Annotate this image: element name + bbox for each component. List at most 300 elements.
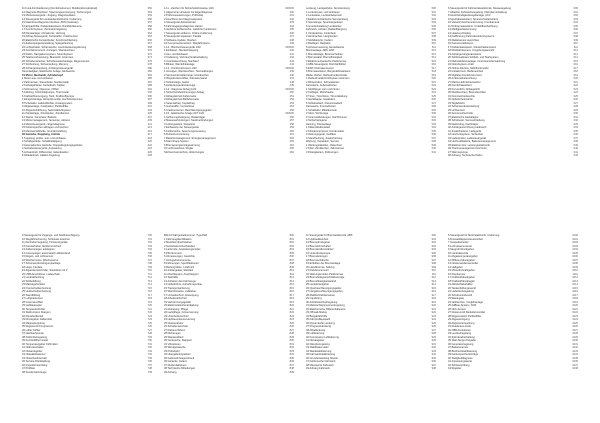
entry-page-number: 924	[431, 318, 436, 321]
entry-title: 21 Diebstahlwarnanlage, Innenraumüberwachung	[448, 59, 506, 63]
entry-title: 26 NOx-Sensor	[448, 307, 466, 311]
entry-title: 48 Messwerte Fahrwerk	[306, 363, 334, 367]
entry-page-number: 803	[289, 244, 294, 248]
entry-page-number: 728	[147, 332, 152, 335]
entry-page-number: 628	[573, 105, 578, 108]
entry-page-number: 527	[431, 101, 436, 105]
entry-page-number: 424	[147, 147, 152, 150]
entry-page-number: 380	[147, 66, 152, 70]
entry-page-number: 927	[431, 328, 436, 332]
entry-page-number: 938	[431, 367, 436, 370]
entry-page-number: 1030	[572, 339, 578, 342]
entry-title: 28 Anhängerkupplung, Anhängersteuergerät	[22, 66, 73, 70]
entry-title: 1.14 - Diagnose Airbag 1/20	[164, 87, 197, 91]
entry-title: 9 Bremsenergierückgewinnung	[164, 143, 200, 147]
entry-page-number: 730	[147, 339, 152, 342]
entry-title: 8 Geschwindigkeitsregelanlage, ACC	[448, 14, 491, 17]
entry-page-number: 617	[573, 66, 578, 70]
entry-title: Lenkung, Lenkgetriebe, Servolenkung	[306, 7, 350, 10]
entry-title: 26 Ambientebeleuchtung	[448, 77, 477, 80]
entry-title: 12 Differenzdruckgeber	[448, 258, 475, 262]
entry-title: 30 Antriebsschlupfregelung	[306, 300, 338, 304]
entry-title: 4 Radlager, Radnabe	[306, 42, 331, 45]
entry-page-number: 718	[147, 297, 152, 300]
entry-page-number: 705	[147, 251, 152, 255]
entry-page-number: 519	[431, 73, 436, 77]
entry-title: 1 Vorderachse, Federbein	[306, 31, 336, 35]
entry-title: 10 Komponentenschutz, Wegfahrsperre	[164, 42, 210, 45]
entry-page-number: 529	[431, 108, 436, 112]
entry-title: 14 Hallgeber	[448, 265, 463, 269]
entry-title: 45 Service-Rückstellung	[22, 360, 50, 363]
entry-title: 19 Verbrennungsgefahr	[164, 300, 192, 304]
entry-title: 32 Elektronische Differentialsperre	[306, 307, 346, 311]
entry-title: 12 Hydraulikeinheit	[306, 237, 329, 241]
entry-page-number: 456	[289, 115, 294, 119]
entry-title: 1 Bremsbeläge, Bremsscheiben	[306, 52, 343, 56]
entry-page-number: 609	[573, 38, 578, 42]
entry-page-number: 522	[431, 84, 436, 87]
entry-title: 14 Steuergerät für Lenksäulenelektronik, Codierung	[22, 17, 82, 21]
entry-title: 31 Stellmotoren Klappen	[22, 311, 51, 314]
entry-title: 1.12 - Bordnetzsteuergerät 1/20	[164, 45, 201, 49]
entry-page-number: 532	[431, 119, 436, 122]
entry-title: 21 Lenkradheizung	[22, 276, 45, 279]
entry-title: 22 Wartungsmodus Parkbremse	[306, 272, 344, 276]
entry-title: Fahrwerk, Achsen, Radaufhängung	[306, 28, 347, 31]
entry-title: 49 Anhang Fahrwerk	[306, 367, 330, 370]
entry-page-number: 633	[573, 122, 578, 126]
entry-title: 22 Notrufsystem eCall	[448, 63, 474, 66]
entry-page-number: 1031	[572, 342, 578, 346]
entry-title: 32 Windgeräusche	[164, 346, 186, 349]
entry-title: Karosserie, Innenarbeiten	[306, 105, 336, 108]
entry-title: 01 Motor, Mechanik, Zylinderkopf	[22, 73, 63, 77]
entry-page-number: 929	[431, 335, 436, 339]
entry-page-number: 455	[289, 108, 294, 112]
entry-page-number: 717	[147, 293, 152, 297]
entry-title: 19 Entlüften der Bremsanlage	[306, 262, 341, 265]
entry-page-number: 917	[431, 293, 436, 297]
entry-title: 14 Hebebühne, Aufnahmepunkte	[164, 283, 202, 286]
entry-page-number: 1037	[572, 363, 578, 367]
entry-title: 43 Register	[448, 367, 462, 370]
entry-title: 2 Masseverbindungen, Steckverbindungen	[164, 119, 214, 122]
entry-title: 1 Kältemittelkreislauf	[306, 126, 330, 129]
entry-title: 40 Stellglieddiagnose	[448, 356, 473, 360]
entry-page-number: 622	[573, 84, 578, 87]
entry-page-number: 366	[147, 38, 152, 42]
entry-page-number: 634	[573, 126, 578, 129]
entry-title: 13 Motorsteuergerät - Zugang, Diagnosedaten	[22, 14, 76, 17]
entry-page-number: 502	[431, 14, 436, 17]
entry-page-number: 708	[147, 262, 152, 265]
entry-page-number: 828	[289, 332, 294, 335]
entry-page-number: 607	[573, 31, 578, 35]
entry-page-number: 432	[289, 17, 294, 21]
entry-title: 42 Schlussprüfung	[448, 363, 470, 367]
entry-page-number: 376	[147, 59, 152, 63]
entry-page-number: 800	[289, 234, 294, 237]
entry-title: 27 Dosierventil Reduktionsmittel	[448, 311, 486, 314]
entry-title: 6 Drosselklappensteuereinheit	[448, 237, 483, 241]
entry-title: 2 Schaltgetriebe, Schaltbetätigung	[22, 140, 62, 143]
entry-title: 9 Software-Update, Flashen	[164, 38, 197, 42]
entry-title: 39 Fehlerspeichereinträge	[448, 353, 479, 356]
entry-title: 33 Probefahrt	[164, 349, 180, 353]
entry-title: 44 Hochvoltbatterie, Batteriemanagement	[448, 140, 496, 143]
entry-title: 6 Crashsensoren, Beschleunigungsgeber	[164, 108, 212, 112]
entry-title: 13 Anheben des Fahrzeugs	[164, 279, 196, 283]
entry-title: 19 Airbag-Steuergerät, Gurtstraffer, Crashsensor	[22, 35, 78, 38]
entry-page-number: 505	[431, 24, 436, 28]
entry-title: 32 Klimabedienteil	[22, 314, 44, 318]
entry-title: 5 Fehlersuche, Spannungsmessung	[164, 129, 206, 133]
entry-page-number: 000000	[285, 45, 294, 49]
entry-title: 22 Lackpflege, Konservierung	[164, 311, 199, 314]
entry-title: 34 Zylinderabschaltung	[448, 335, 475, 339]
index-entry	[22, 371, 152, 375]
entry-page-number: 902	[431, 241, 436, 244]
entry-page-number: 1022	[572, 311, 578, 314]
entry-page-number: 1008	[572, 262, 578, 265]
entry-page-number: 835	[289, 356, 294, 360]
entry-page-number: 1005	[572, 251, 578, 255]
entry-title: 3 Anschluss des Diagnosetesters	[164, 17, 203, 21]
entry-title: 47 Prüfliste	[22, 367, 35, 370]
entry-page-number: 368	[147, 45, 152, 49]
entry-page-number: 935	[431, 356, 436, 360]
index-entry	[164, 371, 294, 375]
entry-page-number: 510	[431, 42, 436, 45]
entry-title: 3 Innenverkleidungen, Dachhimmel	[306, 115, 347, 119]
entry-page-number: 802	[289, 241, 294, 244]
entry-page-number: 611	[573, 45, 578, 49]
entry-title: 48 Sonderwerkzeuge	[22, 370, 47, 374]
entry-page-number: 928	[431, 332, 436, 335]
entry-title: 12 Müdigkeitserkennung	[448, 28, 477, 31]
entry-title: 31 Readiness-Code	[448, 325, 471, 328]
entry-title: 15 Motordrehzahlgeber	[448, 269, 475, 272]
entry-title: 26 Scheibenwechsel	[164, 325, 188, 328]
entry-page-number: 436	[289, 31, 294, 35]
entry-page-number: 721	[147, 307, 152, 311]
entry-title: 12 Diagnose Bordnetz, Spannungsversorgung, Sicherungen	[22, 10, 92, 14]
entry-page-number: 364	[147, 35, 152, 38]
entry-page-number: 525	[431, 94, 436, 98]
entry-page-number: 912	[431, 276, 436, 279]
entry-page-number: 357	[147, 21, 152, 24]
entry-page-number: 733	[147, 349, 152, 353]
entry-title: 5 Blinker, Warnblinkanlage	[164, 63, 195, 66]
entry-page-number: 362	[147, 31, 152, 35]
entry-page-number: 937	[431, 363, 436, 367]
entry-page-number: 623	[573, 87, 578, 91]
entry-title: 18 Klimaanlage, Climatronic, Heizung	[22, 31, 66, 35]
entry-title: 5 Achsvermessung, Einstellwerte	[306, 45, 345, 49]
entry-page-number: 520	[431, 77, 436, 80]
entry-title: 21 Ladedruckregelung	[448, 290, 474, 293]
entry-title: 16 Messwerteblöcke, Grundeinstellung	[22, 129, 67, 133]
entry-title: 38 Allradlenkung	[306, 328, 326, 332]
entry-page-number: 000000	[285, 66, 294, 70]
entry-title: 2 Serviceintervallanzeige zurücksetzen	[164, 73, 209, 77]
entry-title: 1.11 - Zeichen für Sicherheitshinweise 1/20	[164, 7, 214, 10]
entry-title: 6 Bremsassistent, Berganfahrassistent	[306, 70, 351, 73]
entry-page-number: 523	[431, 87, 436, 91]
entry-title: 37 Batteriesensor	[448, 346, 469, 349]
entry-title: 17 Bremsleitungen	[306, 255, 328, 258]
entry-page-number: 382	[147, 70, 152, 73]
entry-page-number: 930	[431, 339, 436, 342]
entry-title: 26 Querbeschleunigungsgeber	[306, 286, 342, 290]
entry-page-number: 528	[431, 105, 436, 108]
entry-page-number: 403	[147, 108, 152, 112]
entry-page-number: 710	[147, 269, 152, 272]
entry-page-number: 535	[431, 129, 436, 133]
entry-page-number: 817	[289, 293, 294, 297]
index-entry	[448, 367, 578, 371]
entry-page-number: 734	[147, 353, 152, 356]
entry-page-number: 925	[431, 321, 436, 325]
entry-title: 4 Innenbeleuchtung, Nachlauf	[164, 59, 199, 63]
entry-page-number: 629	[573, 108, 578, 112]
entry-page-number: 641	[573, 150, 578, 154]
entry-title: 25 AdBlue-System, SCR	[448, 304, 477, 307]
entry-page-number: 1021	[572, 307, 578, 311]
entry-page-number: 461	[289, 133, 294, 136]
entry-title: 32 Nebelscheinwerfer	[448, 98, 474, 101]
entry-page-number: 809	[289, 265, 294, 269]
entry-page-number: 465	[289, 147, 294, 150]
entry-title: 25 Digitales Kombiinstrument	[448, 73, 482, 77]
entry-page-number: 603	[573, 17, 578, 21]
entry-page-number: 428	[147, 154, 152, 157]
entry-page-number: 534	[431, 126, 436, 129]
entry-title: 14 Motorsteuergerät - Eigendiagnose	[22, 122, 65, 126]
entry-title: 29 Abgasreinigung	[448, 318, 470, 321]
entry-title: 3 Türen, Türschloss, Türverkleidung	[306, 94, 348, 98]
entry-title: 28 Dichtungen	[164, 332, 181, 335]
entry-title: 41 Zusatzbatterie, Ladegerät	[448, 129, 482, 133]
entry-page-number: 714	[147, 283, 152, 286]
entry-page-number: 914	[431, 283, 436, 286]
entry-page-number: 385	[147, 77, 152, 80]
entry-title: 30 Geräusche, Klappern	[164, 339, 193, 342]
entry-title: 23 Kombiinstrument, Anzeigen, Warnleuchten	[22, 49, 75, 52]
entry-page-number: 901	[431, 237, 436, 241]
entry-page-number: 913	[431, 279, 436, 283]
entry-title: 4 Standheizung, Zusatzheizung	[306, 136, 343, 140]
entry-title: 5 Grundeinstellung Lenkwinkel	[306, 24, 342, 28]
entry-page-number: 932	[431, 346, 436, 349]
entry-page-number: 600	[573, 7, 578, 10]
entry-page-number: 393	[147, 91, 152, 94]
entry-title: 10 Abgasrückführung, Sekundärluftsystem	[22, 108, 71, 112]
entry-page-number: 512	[431, 49, 436, 52]
entry-page-number: 909	[431, 265, 436, 269]
entry-page-number: 1002	[572, 241, 578, 244]
entry-title: 11 Zentralverriegelung, Türsteuergeräte	[22, 241, 68, 244]
entry-page-number: 724	[147, 318, 152, 321]
entry-page-number: 921	[431, 307, 436, 311]
entry-title: 39 Anhang	[164, 370, 177, 374]
entry-page-number: 443	[289, 59, 294, 63]
entry-title: 3 Airbag-Einheit Beifahrerseite	[164, 98, 200, 101]
entry-title: 29 Kurvenlicht, Abbiegelicht	[448, 87, 480, 91]
entry-title: 28 Regeneration Partikelfilter	[448, 314, 482, 318]
index-column-5	[22, 234, 152, 417]
entry-title: 36 Garantie, Kulanz	[164, 360, 187, 363]
entry-title: 27 Matrix-LED-Scheinwerfer	[448, 80, 481, 84]
entry-page-number: 821	[289, 307, 294, 311]
index-entry	[448, 154, 578, 158]
entry-title: 20 Tankentlüftungsventil	[448, 286, 476, 290]
entry-title: 38 Bordnetzstabilisierung	[448, 349, 478, 353]
entry-page-number: 830	[289, 339, 294, 342]
entry-title: 17 Umweltschutz, Entsorgung	[164, 293, 199, 297]
entry-title: 13 Nockenwellenversteller	[448, 262, 479, 265]
entry-page-number: 407	[147, 115, 152, 119]
entry-title: 2 Klimakompressor, Kondensator	[306, 129, 345, 133]
entry-title: 26 Standlüftung	[22, 293, 41, 297]
entry-title: 9 Steuergerät für Zugangs- und Startberechtigung	[22, 234, 80, 237]
index-column-6	[164, 234, 294, 417]
entry-title: 7 Batteriemanagement, Energiemanagement	[164, 136, 216, 140]
entry-title: 33 Druckgeber Kältemittel	[22, 318, 52, 321]
entry-title: 3 Elektromechanische Parkbremse	[306, 59, 347, 63]
entry-page-number: 716	[147, 290, 152, 293]
entry-page-number: 533	[431, 122, 436, 126]
entry-title: 11 Zündanlage, Zündspulen, Zündkerzen	[22, 112, 70, 115]
entry-page-number: 713	[147, 279, 152, 283]
entry-page-number: 602	[573, 14, 578, 17]
entry-page-number: 462	[289, 136, 294, 140]
entry-page-number: 454	[289, 105, 294, 108]
index-column-7	[306, 234, 436, 417]
entry-page-number: 703	[147, 244, 152, 248]
entry-title: 10 Lichtmaschine, Regler	[164, 147, 194, 150]
entry-page-number: 391	[147, 87, 152, 91]
entry-title: 42 Hochvoltsystem, Sicherheit	[448, 133, 483, 136]
entry-page-number: 446	[289, 73, 294, 77]
entry-title: 2 Prüfvoraussetzungen, Prüfmittel	[164, 14, 204, 17]
entry-title: 48 Anhang, Technische Daten	[448, 154, 483, 157]
entry-page-number: 1035	[572, 356, 578, 360]
entry-page-number: 374	[147, 56, 152, 59]
entry-title: 1 Kupplung prüfen, aus- und einbauen	[22, 136, 67, 140]
index-column-3	[306, 7, 436, 202]
entry-page-number: 642	[573, 154, 578, 157]
entry-title: 4 Heckklappe, Gasfedern	[306, 98, 336, 101]
entry-title: 29 Gebläseregler	[22, 304, 42, 307]
entry-page-number: 530	[431, 112, 436, 115]
entry-page-number: 625	[573, 94, 578, 98]
entry-page-number: 511	[431, 45, 436, 49]
entry-page-number: 444	[289, 63, 294, 66]
entry-title: 21 Parkbremsmotor	[306, 269, 329, 272]
entry-title: 2 Aus- und Einbauen	[164, 52, 189, 56]
entry-title: 38 Kühlmittelregelung	[22, 335, 48, 339]
entry-title: Stichwortverzeichnis, Abkürzungen	[164, 150, 205, 154]
entry-page-number: 725	[147, 321, 152, 325]
entry-title: 41 Öldruckschalter	[22, 346, 44, 349]
entry-title: 26 Scheibenwischer, Scheibenwaschanlage, Regensensor	[22, 59, 90, 63]
entry-page-number: 516	[431, 63, 436, 66]
entry-title: 1 Wartungstabellen, Ölwechsel	[306, 143, 342, 147]
entry-title: Stromlaufplan, Elektrische Anlage, Einbauorte	[22, 70, 75, 73]
entry-page-number: 352	[147, 7, 152, 10]
entry-title: 40 Kompressor Luftfederung	[306, 335, 339, 339]
entry-title: 8 Turbolader, Ladeluftkühler, Ansaugsystem	[22, 101, 73, 105]
entry-page-number: 737	[147, 363, 152, 367]
entry-title: 33 Offroad-Modus	[306, 311, 327, 314]
entry-page-number: 907	[431, 258, 436, 262]
entry-page-number: 612	[573, 49, 578, 52]
entry-title: 40 Temperaturgeber Kühlmittel	[22, 342, 58, 346]
entry-page-number: 367	[147, 42, 152, 45]
entry-title: 2 Kotflügel, Motorhaube	[306, 91, 334, 94]
entry-title: 1 Motor aus- und einbauen	[22, 77, 54, 80]
entry-page-number: 1024	[572, 318, 578, 321]
entry-title: 24 Frontscheibenheizung	[22, 286, 52, 290]
entry-title: 5 PR-Nummern	[164, 251, 183, 255]
entry-title: 1 Stoßfänger vorn und hinten	[306, 87, 340, 91]
entry-page-number: 919	[431, 300, 436, 304]
entry-title: 9 Reifengrößen, Luftdruck	[164, 265, 194, 269]
entry-page-number: 441	[289, 52, 294, 56]
entry-page-number: 1016	[572, 290, 578, 293]
entry-page-number: 1007	[572, 258, 578, 262]
entry-page-number: 459	[289, 126, 294, 129]
index-column-8	[448, 234, 578, 417]
entry-title: 18 Kraftstoffdruckregler	[448, 279, 475, 283]
entry-page-number: 358	[147, 24, 152, 28]
entry-page-number: 1023	[572, 314, 578, 318]
entry-page-number: 605	[573, 24, 578, 28]
entry-title: 13 Motormanagement, Sensoren, Aktoren	[22, 119, 71, 122]
entry-title: 46 Thermomanagement Hochvolt	[448, 147, 487, 150]
entry-title: 24 Glühkerzen, Vorglühanlage	[448, 300, 483, 304]
entry-title: 3 Elektromechanische Servolenkung	[306, 17, 349, 21]
entry-page-number: 812	[289, 276, 294, 279]
entry-page-number: 1036	[572, 360, 578, 363]
entry-page-number: 1013	[572, 279, 578, 283]
entry-page-number: 610	[573, 42, 578, 45]
entry-title: 2 Hinterachse, Längslenker	[306, 35, 338, 38]
entry-page-number: 538	[431, 140, 436, 143]
entry-title: 19 Aktivkohlebehälter	[448, 283, 473, 286]
entry-title: 38 Schiebetür, Servoschließung	[448, 119, 485, 122]
entry-title: 23 Wastegate	[448, 297, 464, 300]
entry-title: 25 Lenkwinkelgeber	[306, 283, 330, 286]
entry-title: 23 Bremsbelagverschleißanzeige	[306, 276, 345, 279]
entry-title: 18 Hupe, Fanfare	[22, 265, 43, 269]
entry-title: 38 Technische Mitteilungen	[164, 367, 196, 370]
entry-title: 21 Reinigung, Pflege	[164, 307, 189, 311]
entry-title: 32 OBD-Funktionen	[448, 328, 471, 332]
entry-page-number: 1001	[572, 237, 578, 241]
entry-page-number: 417	[147, 133, 152, 136]
entry-title: 17 Kraftstoffdruckgeber	[448, 276, 475, 279]
entry-page-number: 635	[573, 129, 578, 133]
entry-title: 3 Heizungsgerät, Gebläse	[306, 133, 336, 136]
entry-page-number: 822	[289, 311, 294, 314]
entry-title: 23 Online-Dienste, Mobilfunkmodul	[448, 66, 489, 70]
entry-title: 15 Regen- und Lichtsensor	[22, 255, 54, 258]
entry-page-number: 903	[431, 244, 436, 248]
entry-title: 20 Schlüsselloses Schließ- und Startsystem	[448, 56, 499, 59]
